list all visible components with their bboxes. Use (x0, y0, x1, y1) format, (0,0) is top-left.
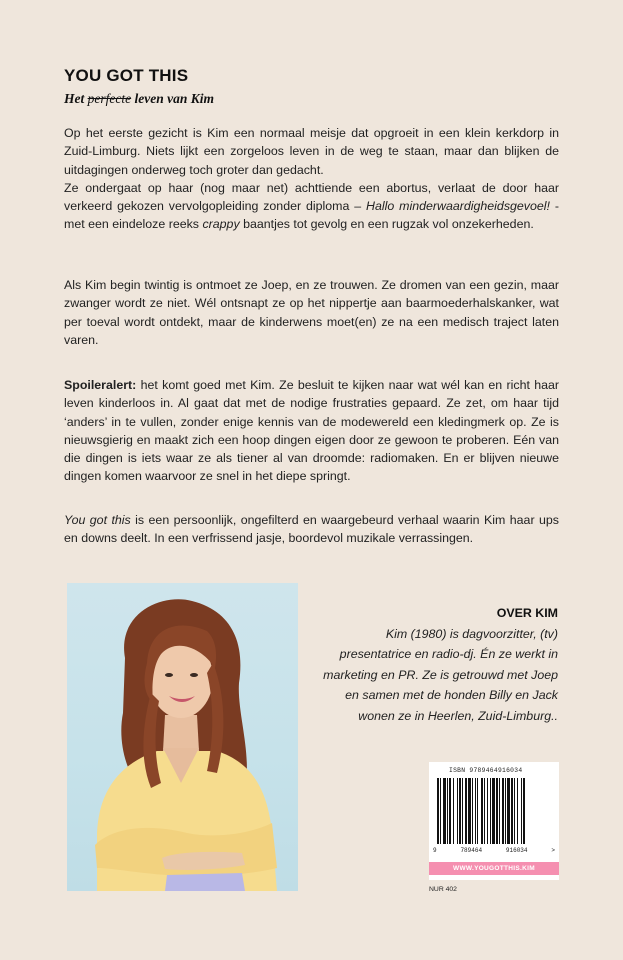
subtitle-suffix: leven van Kim (131, 91, 214, 106)
subtitle-struck-word: perfecte (87, 91, 132, 106)
blurb-paragraph-1 (64, 124, 559, 234)
blurb-p2-italic-word: crappy (202, 217, 240, 232)
isbn-digit-right: > (551, 847, 555, 854)
spoiler-label: Spoileralert: (64, 378, 137, 392)
nur-code: NUR 402 (429, 886, 457, 893)
blurb-p2-italic-phrase: Hallo minderwaardigheidsgevoel! (366, 199, 550, 214)
blurb-paragraph-4 (64, 376, 559, 486)
blurb-paragraph-3 (64, 276, 559, 349)
blurb-p3-text: Als Kim begin twintig is ontmoet ze Joep, en ze trouwen. Ze dromen van een gezin, maar zwanger wordt ze niet. Wél ontsnapt ze op het nippertje aan baarmoederhalskanker, wat per toeval wordt ontdekt, maar de kinderwens moet(en) ze na een medisch traject laten varen. (64, 278, 559, 347)
book-title: YOU GOT THIS (64, 66, 189, 85)
isbn-digits (433, 847, 555, 854)
isbn-digit-left: 9 (433, 847, 437, 854)
blurb-p2-part-c: - met een eindeloze reeks (64, 199, 559, 232)
blurb-p5-title: You got this (64, 513, 131, 527)
book-subtitle (64, 91, 214, 107)
blurb-p5-body: is een persoonlijk, ongefilterd en waargebeurd verhaal waarin Kim haar ups en downs deelt. In een verfrissend jasje, boordevol muzikale verrassingen. (64, 513, 559, 546)
isbn-label: ISBN 9789464916034 (449, 767, 523, 774)
website-url: WWW.YOUGOTTHIS.KIM (429, 862, 559, 875)
about-text: Kim (1980) is dagvoorzitter, (tv) presentatrice en radio-dj. Én ze werkt in marketing en PR. Ze is getrouwd met Joep en samen met de honden Billy en Jack wonen ze in Heerlen, Zuid-Limburg.. (323, 626, 558, 723)
subtitle-prefix: Het (64, 91, 88, 106)
blurb-p2-part-e: baantjes tot gevolg en een rugzak vol onzekerheden. (239, 217, 534, 232)
isbn-digits-group-1: 789464 (460, 847, 483, 854)
blurb-p4-text (64, 376, 559, 486)
isbn-digits-group-2: 916034 (505, 847, 528, 854)
blurb-p4-body: het komt goed met Kim. Ze besluit te kijken naar wat wél kan en richt haar leven kinderloos in. Al gaat dat met de nodige frustraties gepaard. Ze zet, om haar tijd ‘anders’ in te vullen, zonder enige kennis van de modewereld een kledingmerk op. Ze is nieuwsgierig en maakt zich een hoop dingen eigen door ze gewoon te proberen. Eén van die dingen is iets waar ze als tiener al van droomde: radiomaken. En er blijven nieuwe dingen komen waarvoor ze snel in het diepe springt. (64, 378, 559, 484)
blurb-p1-text: Op het eerste gezicht is Kim een normaal meisje dat opgroeit in een klein kerkdorp in Zuid-Limburg. Niets lijkt een zorgeloos leven in de weg te staan, maar dan blijken de uitdagingen onderweg toch groter dan gedacht. (64, 126, 559, 177)
blurb-p2-part-a: Ze ondergaat op haar (nog maar net) achttiende een abortus, verlaat de door haar verkeerd gekozen vervolgopleiding zonder diploma – (64, 180, 559, 214)
blurb-p5-text (64, 511, 559, 548)
blurb-p2-text (64, 179, 559, 234)
blurb-paragraph-5 (64, 511, 559, 548)
about-heading: OVER KIM (496, 606, 558, 620)
isbn-barcode (429, 762, 559, 880)
barcode-bars (435, 778, 553, 848)
author-photo (67, 583, 298, 891)
about-author (318, 603, 558, 726)
author-portrait-illustration (67, 583, 298, 891)
